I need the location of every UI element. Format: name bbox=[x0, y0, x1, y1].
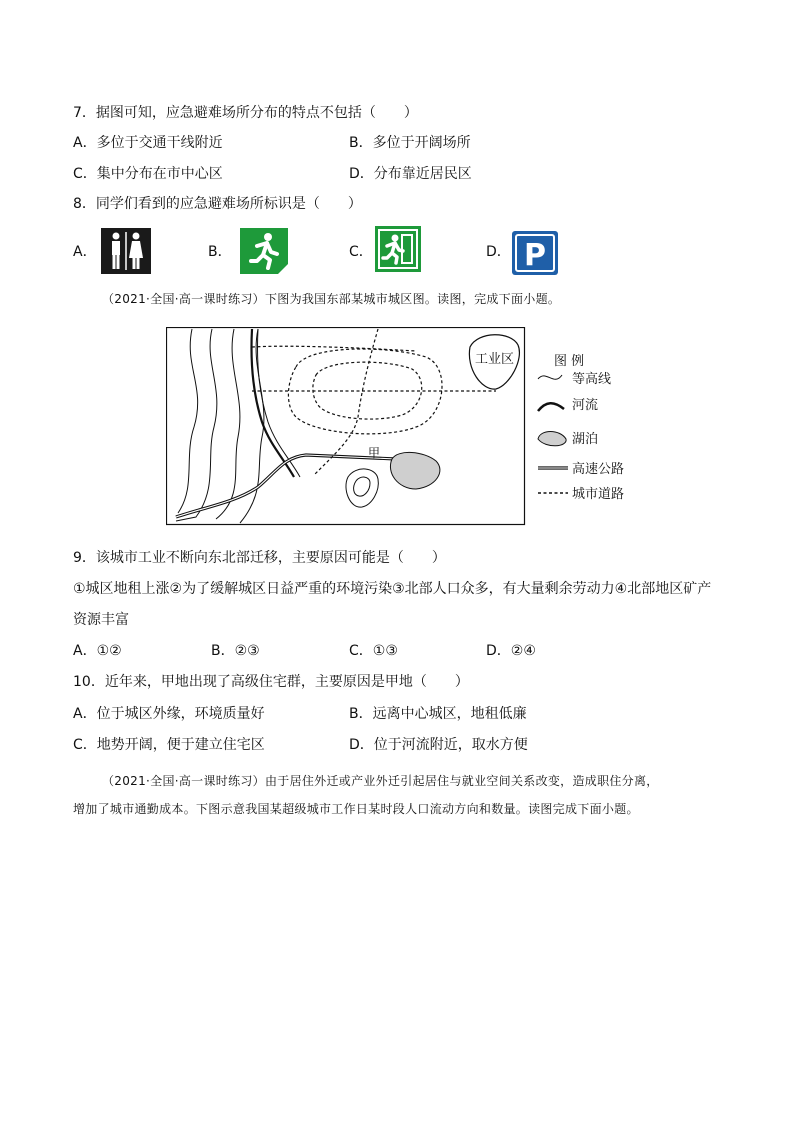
q7-stem: 7．据图可知，应急避难场所分布的特点不包括（ ） bbox=[73, 105, 418, 121]
legend-lake-label: 湖泊 bbox=[572, 432, 599, 447]
q9-option-c: C．①③ bbox=[349, 643, 398, 659]
q8-option-b-label: B． bbox=[208, 244, 232, 260]
q9-statements-line2: 资源丰富 bbox=[73, 612, 129, 628]
q7-option-d: D．分布靠近居民区 bbox=[349, 166, 472, 182]
legend-contour-icon bbox=[538, 375, 562, 379]
q10-option-a: A．位于城区外缘，环境质量好 bbox=[73, 706, 265, 722]
q8-option-d-label: D． bbox=[486, 244, 511, 260]
q9-stem: 9．该城市工业不断向东北部迁移，主要原因可能是（ ） bbox=[73, 550, 446, 566]
legend-road-label: 城市道路 bbox=[572, 487, 625, 502]
q7-option-c: C．集中分布在市中心区 bbox=[73, 166, 223, 182]
q10-option-b: B．远离中心城区，地租低廉 bbox=[349, 706, 527, 722]
q10-option-d: D．位于河流附近，取水方便 bbox=[349, 737, 528, 753]
q10-stem: 10．近年来，甲地出现了高级住宅群，主要原因是甲地（ ） bbox=[73, 674, 469, 690]
q7-option-b: B．多位于开阔场所 bbox=[349, 135, 471, 151]
intro-map-question: （2021·全国·高一课时练习）下图为我国东部某城市城区图。读图，完成下面小题。 bbox=[102, 292, 561, 306]
legend-highway-label: 高速公路 bbox=[572, 462, 625, 477]
q9-option-b: B．②③ bbox=[211, 643, 260, 659]
parking-sign-icon bbox=[512, 231, 558, 279]
parking-letter: P bbox=[524, 238, 546, 273]
q8-option-a-label: A． bbox=[73, 244, 97, 260]
city-district-map bbox=[166, 327, 626, 531]
emergency-exit-sign-icon bbox=[375, 226, 421, 276]
jia-label: 甲 bbox=[368, 446, 381, 460]
q9-option-d: D．②④ bbox=[486, 643, 536, 659]
legend-river-label: 河流 bbox=[572, 398, 599, 413]
intro-commute-line2: 增加了城市通勤成本。下图示意我国某超级城市工作日某时段人口流动方向和数量。读图完成下面小题。 bbox=[73, 802, 639, 816]
q9-option-a: A．①② bbox=[73, 643, 122, 659]
q8-stem: 8．同学们看到的应急避难场所标识是（ ） bbox=[73, 196, 362, 212]
legend-title: 图 例 bbox=[554, 354, 585, 369]
running-man-sign-icon bbox=[240, 228, 288, 278]
legend-lake-icon bbox=[538, 432, 566, 446]
q10-option-c: C．地势开阔，便于建立住宅区 bbox=[73, 737, 265, 753]
q7-option-a: A．多位于交通干线附近 bbox=[73, 135, 223, 151]
legend-river-icon bbox=[538, 403, 564, 411]
industrial-zone-label: 工业区 bbox=[475, 352, 515, 367]
restroom-sign-icon bbox=[101, 228, 151, 278]
q9-statements-line1: ①城区地租上涨②为了缓解城区日益严重的环境污染③北部人口众多，有大量剩余劳动力④北部地区矿产 bbox=[73, 581, 712, 597]
legend-contour-label: 等高线 bbox=[572, 372, 612, 387]
intro-commute-line1: （2021·全国·高一课时练习）由于居住外迁或产业外迁引起居住与就业空间关系改变，造成职住分离， bbox=[102, 774, 659, 788]
q8-option-c-label: C． bbox=[349, 244, 373, 260]
